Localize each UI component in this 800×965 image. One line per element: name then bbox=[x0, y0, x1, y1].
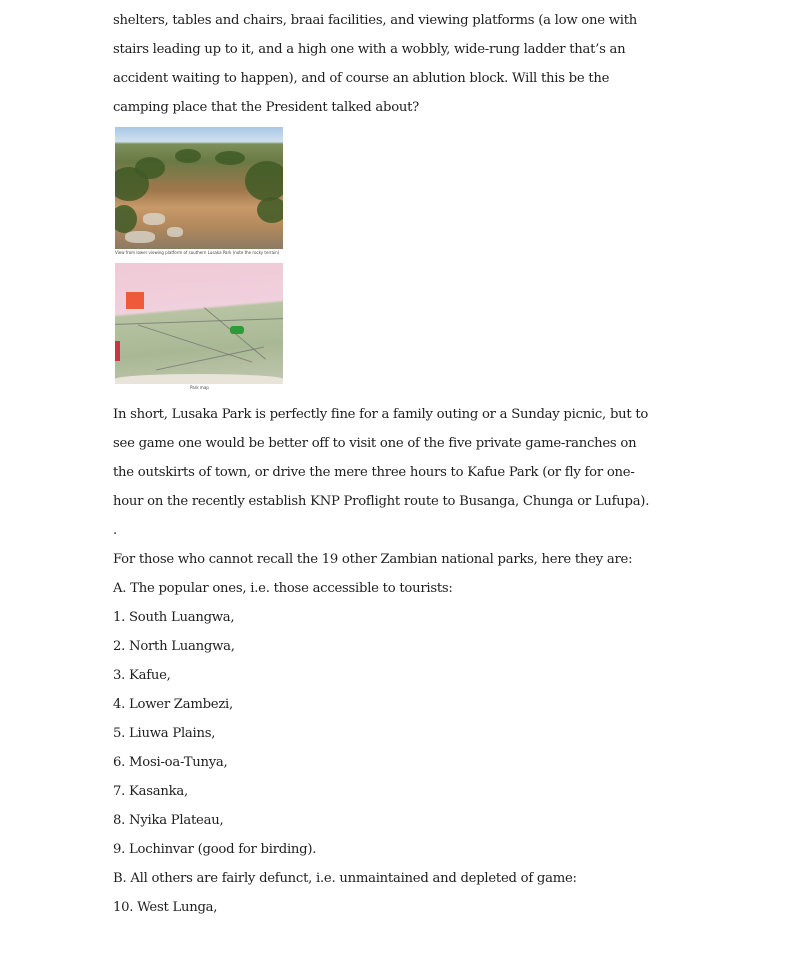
photo-caption: View from lower viewing platform of southern Lusaka Park (note the rocky terrain) bbox=[115, 250, 280, 255]
list-item: 3. Kafue, bbox=[113, 668, 171, 683]
map-caption: Park map bbox=[190, 385, 209, 390]
list-item: 1. South Luangwa, bbox=[113, 610, 235, 625]
text-line: stairs leading up to it, and a high one with a wobbly, wide-rung ladder that’s an bbox=[113, 42, 626, 57]
list-heading: A. The popular ones, i.e. those accessible to tourists: bbox=[113, 581, 453, 596]
text-line: the outskirts of town, or drive the mere three hours to Kafue Park (or fly for one- bbox=[113, 465, 635, 480]
list-heading: B. All others are fairly defunct, i.e. unmaintained and depleted of game: bbox=[113, 871, 577, 886]
text-line: camping place that the President talked about? bbox=[113, 100, 419, 115]
text-line: . bbox=[113, 523, 117, 538]
text-line: accident waiting to happen), and of course an ablution block. Will this be the bbox=[113, 71, 610, 86]
list-item: 8. Nyika Plateau, bbox=[113, 813, 224, 828]
text-line: hour on the recently establish KNP Proflight route to Busanga, Chunga or Lufupa). bbox=[113, 494, 650, 509]
park-map-photo bbox=[115, 263, 283, 384]
list-item: 2. North Luangwa, bbox=[113, 639, 235, 654]
text-line: shelters, tables and chairs, braai facilities, and viewing platforms (a low one with bbox=[113, 13, 638, 28]
text-line: In short, Lusaka Park is perfectly fine for a family outing or a Sunday picnic, but to bbox=[113, 407, 649, 422]
list-item: 6. Mosi-oa-Tunya, bbox=[113, 755, 228, 770]
list-item: 9. Lochinvar (good for birding). bbox=[113, 842, 317, 857]
list-item: 10. West Lunga, bbox=[113, 900, 218, 915]
list-item: 5. Liuwa Plains, bbox=[113, 726, 216, 741]
list-item: 4. Lower Zambezi, bbox=[113, 697, 233, 712]
list-item: 7. Kasanka, bbox=[113, 784, 188, 799]
body-text bbox=[113, 400, 650, 922]
text-line: For those who cannot recall the 19 other Zambian national parks, here they are: bbox=[113, 552, 633, 567]
text-line: see game one would be better off to visit one of the five private game-ranches on bbox=[113, 436, 637, 451]
intro-paragraph bbox=[113, 6, 638, 122]
landscape-photo bbox=[115, 127, 283, 249]
